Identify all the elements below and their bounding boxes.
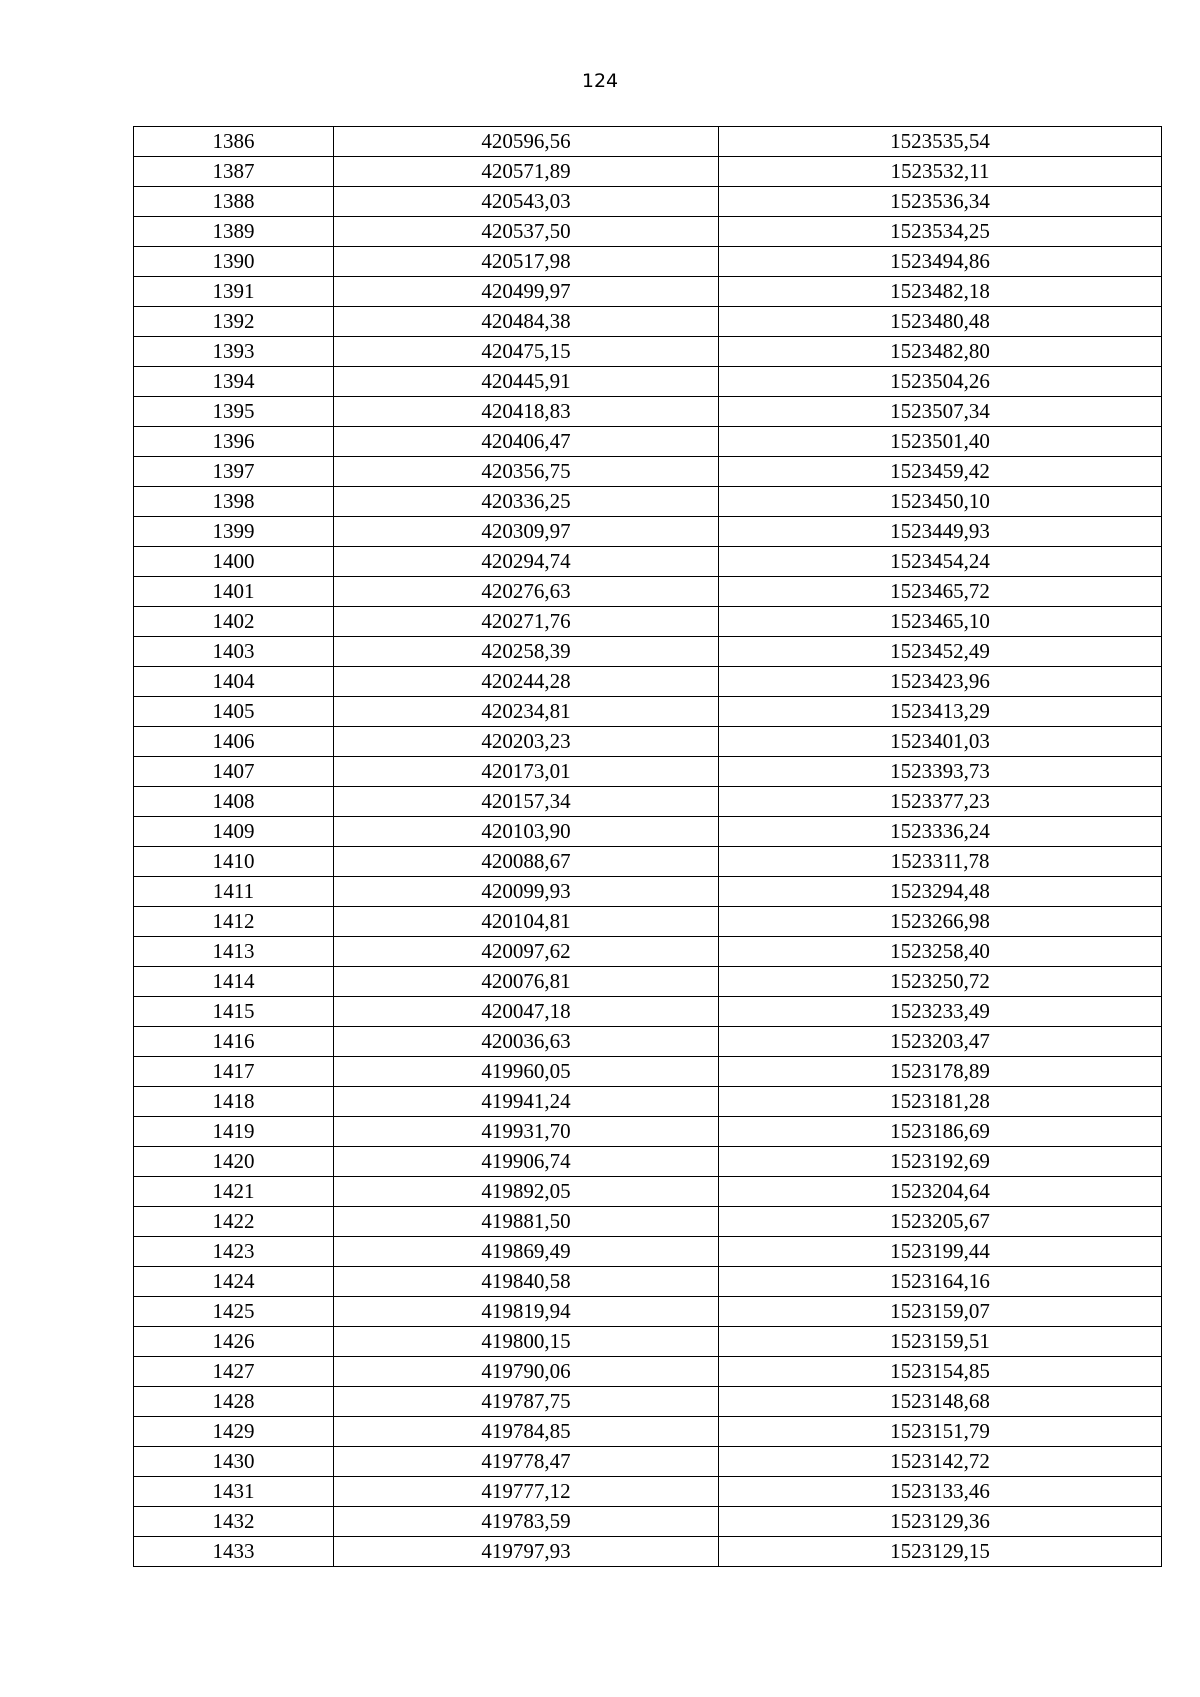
table-row — [134, 127, 1162, 157]
table-row — [134, 517, 1162, 547]
point-number-cell: 1397 — [134, 457, 334, 487]
y-coordinate-cell: 1523192,69 — [719, 1147, 1162, 1177]
y-coordinate-cell: 1523159,51 — [719, 1327, 1162, 1357]
x-coordinate-cell: 419960,05 — [334, 1057, 719, 1087]
point-number-cell: 1426 — [134, 1327, 334, 1357]
x-coordinate-cell: 420517,98 — [334, 247, 719, 277]
table-row — [134, 157, 1162, 187]
x-coordinate-cell: 420157,34 — [334, 787, 719, 817]
point-number-cell: 1407 — [134, 757, 334, 787]
point-number-cell: 1422 — [134, 1207, 334, 1237]
y-coordinate-cell: 1523178,89 — [719, 1057, 1162, 1087]
table-row — [134, 457, 1162, 487]
x-coordinate-cell: 419800,15 — [334, 1327, 719, 1357]
y-coordinate-cell: 1523148,68 — [719, 1387, 1162, 1417]
y-coordinate-cell: 1523413,29 — [719, 697, 1162, 727]
table-row — [134, 1267, 1162, 1297]
y-coordinate-cell: 1523534,25 — [719, 217, 1162, 247]
x-coordinate-cell: 419892,05 — [334, 1177, 719, 1207]
x-coordinate-cell: 420104,81 — [334, 907, 719, 937]
table-row — [134, 1507, 1162, 1537]
y-coordinate-cell: 1523205,67 — [719, 1207, 1162, 1237]
y-coordinate-cell: 1523465,10 — [719, 607, 1162, 637]
x-coordinate-cell: 420571,89 — [334, 157, 719, 187]
x-coordinate-cell: 419784,85 — [334, 1417, 719, 1447]
y-coordinate-cell: 1523465,72 — [719, 577, 1162, 607]
table-row — [134, 337, 1162, 367]
table-row — [134, 547, 1162, 577]
point-number-cell: 1387 — [134, 157, 334, 187]
y-coordinate-cell: 1523250,72 — [719, 967, 1162, 997]
table-row — [134, 1027, 1162, 1057]
y-coordinate-cell: 1523203,47 — [719, 1027, 1162, 1057]
point-number-cell: 1389 — [134, 217, 334, 247]
point-number-cell: 1414 — [134, 967, 334, 997]
point-number-cell: 1394 — [134, 367, 334, 397]
y-coordinate-cell: 1523504,26 — [719, 367, 1162, 397]
x-coordinate-cell: 420475,15 — [334, 337, 719, 367]
y-coordinate-cell: 1523159,07 — [719, 1297, 1162, 1327]
y-coordinate-cell: 1523532,11 — [719, 157, 1162, 187]
table-row — [134, 967, 1162, 997]
x-coordinate-cell: 419783,59 — [334, 1507, 719, 1537]
y-coordinate-cell: 1523258,40 — [719, 937, 1162, 967]
y-coordinate-cell: 1523480,48 — [719, 307, 1162, 337]
x-coordinate-cell: 419881,50 — [334, 1207, 719, 1237]
point-number-cell: 1400 — [134, 547, 334, 577]
y-coordinate-cell: 1523494,86 — [719, 247, 1162, 277]
point-number-cell: 1401 — [134, 577, 334, 607]
x-coordinate-cell: 419790,06 — [334, 1357, 719, 1387]
table-row — [134, 247, 1162, 277]
table-row — [134, 427, 1162, 457]
x-coordinate-cell: 419777,12 — [334, 1477, 719, 1507]
point-number-cell: 1410 — [134, 847, 334, 877]
y-coordinate-cell: 1523233,49 — [719, 997, 1162, 1027]
table-row — [134, 367, 1162, 397]
point-number-cell: 1396 — [134, 427, 334, 457]
y-coordinate-cell: 1523266,98 — [719, 907, 1162, 937]
point-number-cell: 1420 — [134, 1147, 334, 1177]
point-number-cell: 1398 — [134, 487, 334, 517]
x-coordinate-cell: 420596,56 — [334, 127, 719, 157]
x-coordinate-cell: 420537,50 — [334, 217, 719, 247]
y-coordinate-cell: 1523164,16 — [719, 1267, 1162, 1297]
y-coordinate-cell: 1523129,15 — [719, 1537, 1162, 1567]
point-number-cell: 1404 — [134, 667, 334, 697]
table-row — [134, 817, 1162, 847]
point-number-cell: 1395 — [134, 397, 334, 427]
table-row — [134, 1297, 1162, 1327]
point-number-cell: 1431 — [134, 1477, 334, 1507]
y-coordinate-cell: 1523423,96 — [719, 667, 1162, 697]
y-coordinate-cell: 1523154,85 — [719, 1357, 1162, 1387]
y-coordinate-cell: 1523459,42 — [719, 457, 1162, 487]
x-coordinate-cell: 420294,74 — [334, 547, 719, 577]
table-row — [134, 607, 1162, 637]
table-row — [134, 1537, 1162, 1567]
point-number-cell: 1412 — [134, 907, 334, 937]
table-row — [134, 1477, 1162, 1507]
x-coordinate-cell: 420543,03 — [334, 187, 719, 217]
y-coordinate-cell: 1523133,46 — [719, 1477, 1162, 1507]
x-coordinate-cell: 420406,47 — [334, 427, 719, 457]
table-row — [134, 1447, 1162, 1477]
point-number-cell: 1432 — [134, 1507, 334, 1537]
point-number-cell: 1402 — [134, 607, 334, 637]
table-row — [134, 637, 1162, 667]
point-number-cell: 1415 — [134, 997, 334, 1027]
point-number-cell: 1409 — [134, 817, 334, 847]
x-coordinate-cell: 420047,18 — [334, 997, 719, 1027]
coordinates-table-body — [134, 127, 1162, 1567]
point-number-cell: 1427 — [134, 1357, 334, 1387]
y-coordinate-cell: 1523181,28 — [719, 1087, 1162, 1117]
page-number: 124 — [581, 70, 619, 92]
point-number-cell: 1392 — [134, 307, 334, 337]
table-row — [134, 997, 1162, 1027]
y-coordinate-cell: 1523336,24 — [719, 817, 1162, 847]
y-coordinate-cell: 1523204,64 — [719, 1177, 1162, 1207]
table-row — [134, 307, 1162, 337]
x-coordinate-cell: 419778,47 — [334, 1447, 719, 1477]
table-row — [134, 757, 1162, 787]
point-number-cell: 1399 — [134, 517, 334, 547]
table-row — [134, 727, 1162, 757]
x-coordinate-cell: 420336,25 — [334, 487, 719, 517]
x-coordinate-cell: 420173,01 — [334, 757, 719, 787]
point-number-cell: 1417 — [134, 1057, 334, 1087]
point-number-cell: 1386 — [134, 127, 334, 157]
x-coordinate-cell: 420076,81 — [334, 967, 719, 997]
x-coordinate-cell: 420271,76 — [334, 607, 719, 637]
point-number-cell: 1418 — [134, 1087, 334, 1117]
x-coordinate-cell: 420258,39 — [334, 637, 719, 667]
y-coordinate-cell: 1523482,18 — [719, 277, 1162, 307]
table-row — [134, 1207, 1162, 1237]
y-coordinate-cell: 1523454,24 — [719, 547, 1162, 577]
y-coordinate-cell: 1523151,79 — [719, 1417, 1162, 1447]
table-row — [134, 577, 1162, 607]
point-number-cell: 1411 — [134, 877, 334, 907]
point-number-cell: 1428 — [134, 1387, 334, 1417]
table-row — [134, 217, 1162, 247]
table-row — [134, 1357, 1162, 1387]
point-number-cell: 1423 — [134, 1237, 334, 1267]
table-row — [134, 187, 1162, 217]
y-coordinate-cell: 1523129,36 — [719, 1507, 1162, 1537]
point-number-cell: 1421 — [134, 1177, 334, 1207]
x-coordinate-cell: 420276,63 — [334, 577, 719, 607]
y-coordinate-cell: 1523377,23 — [719, 787, 1162, 817]
point-number-cell: 1416 — [134, 1027, 334, 1057]
x-coordinate-cell: 420097,62 — [334, 937, 719, 967]
table-row — [134, 277, 1162, 307]
x-coordinate-cell: 420088,67 — [334, 847, 719, 877]
point-number-cell: 1433 — [134, 1537, 334, 1567]
x-coordinate-cell: 419941,24 — [334, 1087, 719, 1117]
x-coordinate-cell: 419869,49 — [334, 1237, 719, 1267]
y-coordinate-cell: 1523393,73 — [719, 757, 1162, 787]
table-row — [134, 787, 1162, 817]
table-row — [134, 487, 1162, 517]
table-row — [134, 1237, 1162, 1267]
x-coordinate-cell: 420103,90 — [334, 817, 719, 847]
y-coordinate-cell: 1523535,54 — [719, 127, 1162, 157]
x-coordinate-cell: 420484,38 — [334, 307, 719, 337]
x-coordinate-cell: 419797,93 — [334, 1537, 719, 1567]
x-coordinate-cell: 419819,94 — [334, 1297, 719, 1327]
y-coordinate-cell: 1523501,40 — [719, 427, 1162, 457]
x-coordinate-cell: 420499,97 — [334, 277, 719, 307]
x-coordinate-cell: 420356,75 — [334, 457, 719, 487]
x-coordinate-cell: 420099,93 — [334, 877, 719, 907]
x-coordinate-cell: 420309,97 — [334, 517, 719, 547]
y-coordinate-cell: 1523536,34 — [719, 187, 1162, 217]
x-coordinate-cell: 420418,83 — [334, 397, 719, 427]
coordinates-table — [133, 126, 1162, 1567]
y-coordinate-cell: 1523507,34 — [719, 397, 1162, 427]
x-coordinate-cell: 419906,74 — [334, 1147, 719, 1177]
table-row — [134, 1387, 1162, 1417]
point-number-cell: 1419 — [134, 1117, 334, 1147]
table-row — [134, 1117, 1162, 1147]
point-number-cell: 1425 — [134, 1297, 334, 1327]
point-number-cell: 1391 — [134, 277, 334, 307]
table-row — [134, 877, 1162, 907]
x-coordinate-cell: 420036,63 — [334, 1027, 719, 1057]
y-coordinate-cell: 1523186,69 — [719, 1117, 1162, 1147]
x-coordinate-cell: 419840,58 — [334, 1267, 719, 1297]
y-coordinate-cell: 1523450,10 — [719, 487, 1162, 517]
point-number-cell: 1408 — [134, 787, 334, 817]
x-coordinate-cell: 419787,75 — [334, 1387, 719, 1417]
point-number-cell: 1390 — [134, 247, 334, 277]
x-coordinate-cell: 420234,81 — [334, 697, 719, 727]
table-row — [134, 907, 1162, 937]
point-number-cell: 1413 — [134, 937, 334, 967]
y-coordinate-cell: 1523452,49 — [719, 637, 1162, 667]
table-row — [134, 1147, 1162, 1177]
point-number-cell: 1405 — [134, 697, 334, 727]
x-coordinate-cell: 420445,91 — [334, 367, 719, 397]
x-coordinate-cell: 419931,70 — [334, 1117, 719, 1147]
point-number-cell: 1430 — [134, 1447, 334, 1477]
table-row — [134, 847, 1162, 877]
table-row — [134, 1177, 1162, 1207]
x-coordinate-cell: 420244,28 — [334, 667, 719, 697]
table-row — [134, 667, 1162, 697]
point-number-cell: 1424 — [134, 1267, 334, 1297]
point-number-cell: 1388 — [134, 187, 334, 217]
y-coordinate-cell: 1523142,72 — [719, 1447, 1162, 1477]
point-number-cell: 1403 — [134, 637, 334, 667]
x-coordinate-cell: 420203,23 — [334, 727, 719, 757]
point-number-cell: 1393 — [134, 337, 334, 367]
table-row — [134, 1327, 1162, 1357]
table-row — [134, 937, 1162, 967]
table-row — [134, 1057, 1162, 1087]
point-number-cell: 1406 — [134, 727, 334, 757]
y-coordinate-cell: 1523482,80 — [719, 337, 1162, 367]
table-row — [134, 1087, 1162, 1117]
table-row — [134, 1417, 1162, 1447]
y-coordinate-cell: 1523294,48 — [719, 877, 1162, 907]
table-row — [134, 697, 1162, 727]
y-coordinate-cell: 1523199,44 — [719, 1237, 1162, 1267]
y-coordinate-cell: 1523311,78 — [719, 847, 1162, 877]
table-row — [134, 397, 1162, 427]
y-coordinate-cell: 1523449,93 — [719, 517, 1162, 547]
y-coordinate-cell: 1523401,03 — [719, 727, 1162, 757]
point-number-cell: 1429 — [134, 1417, 334, 1447]
